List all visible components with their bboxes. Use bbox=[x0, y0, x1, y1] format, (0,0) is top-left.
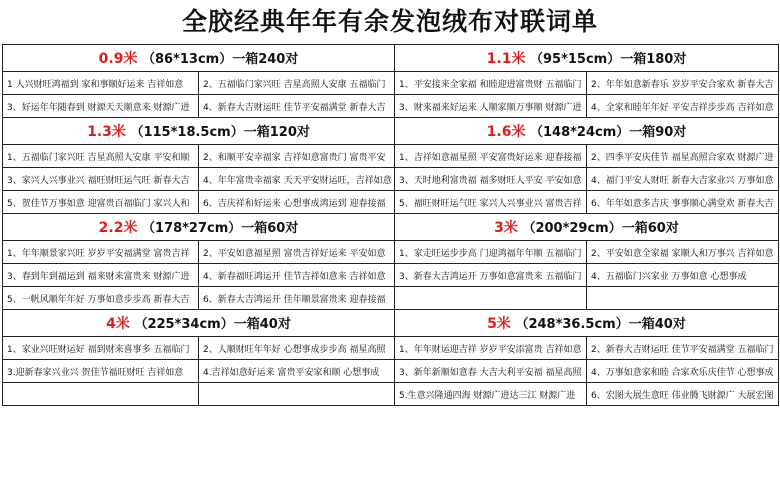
size-spec: （95*15cm）一箱180对 bbox=[529, 52, 687, 67]
couplet-cell: 3.迎新春家兴业兴 贺佳节福旺财旺 吉祥如意 bbox=[3, 360, 199, 383]
couplet-cell: 2、平安如意福星照 富贵吉祥好运来 平安如意 bbox=[199, 241, 395, 264]
couplet-cell: 2、年年如意新春乐 岁岁平安合家欢 新春大吉 bbox=[587, 72, 779, 95]
couplet-cell bbox=[395, 287, 587, 310]
couplet-cell: 1、平安接来全家福 和睦迎进富贵财 五福临门 bbox=[395, 72, 587, 95]
couplet-cell: 1、家业兴旺财运好 福到财来喜事多 五福临门 bbox=[3, 337, 199, 360]
table-row bbox=[3, 95, 779, 118]
couplet-cell: 2、平安如意全家福 家顺人和万事兴 吉祥如意 bbox=[587, 241, 779, 264]
size-label: 2.2米 bbox=[98, 220, 138, 236]
table-row bbox=[3, 360, 779, 383]
size-header-1-3m bbox=[3, 118, 395, 145]
couplet-cell: 5、一帆风顺年年好 万事如意步步高 新春大吉 bbox=[3, 287, 199, 310]
size-label: 5米 bbox=[487, 316, 511, 332]
couplet-cell: 3、天时地利富贵福 福多财旺人平安 平安如意 bbox=[395, 168, 587, 191]
couplet-cell bbox=[199, 383, 395, 406]
couplet-cell: 5、贺佳节万事如意 迎富贵百福临门 家兴人和 bbox=[3, 191, 199, 214]
couplet-cell: 4.吉祥如意好运来 富贵平安家和顺 心想事成 bbox=[199, 360, 395, 383]
couplet-cell: 2、和顺平安幸福家 吉祥如意富贵门 富贵平安 bbox=[199, 145, 395, 168]
couplet-cell: 1、年年财运迎吉祥 岁岁平安添富贵 吉祥如意 bbox=[395, 337, 587, 360]
couplet-cell: 3、财来福来好运来 人顺家顺万事顺 财源广进 bbox=[395, 95, 587, 118]
couplet-table bbox=[2, 44, 779, 406]
couplet-cell: 1、年年顺景家兴旺 岁岁平安福满堂 富贵吉祥 bbox=[3, 241, 199, 264]
couplet-cell: 1、五福临门家兴旺 吉星高照人安康 平安和顺 bbox=[3, 145, 199, 168]
size-header-row bbox=[3, 45, 779, 72]
couplet-cell: 6、新春大吉鸿运开 佳年顺景富贵来 迎春接福 bbox=[199, 287, 395, 310]
size-label: 0.9米 bbox=[98, 51, 138, 67]
size-label: 3米 bbox=[494, 220, 518, 236]
couplet-cell: 1 人兴财旺鸿福到 家和事顺好运来 吉祥如意 bbox=[3, 72, 199, 95]
couplet-cell: 4、年年富贵幸福家 天天平安财运旺，吉祥如意 bbox=[199, 168, 395, 191]
table-row bbox=[3, 264, 779, 287]
couplet-cell: 3、新春大吉鸿运开 万事如意富贵来 五福临门 bbox=[395, 264, 587, 287]
couplet-cell: 5.生意兴隆通四海 财源广进达三江 财源广进 bbox=[395, 383, 587, 406]
couplet-cell: 1、家走旺运步步高 门迎鸿福年年顺 五福临门 bbox=[395, 241, 587, 264]
table-row bbox=[3, 191, 779, 214]
size-header-1-6m bbox=[395, 118, 779, 145]
size-label: 4米 bbox=[106, 316, 130, 332]
size-header-2-2m bbox=[3, 214, 395, 241]
couplet-cell: 4、五福临门兴家业 万事如意 心想事成 bbox=[587, 264, 779, 287]
couplet-cell: 4、新春大吉财运旺 佳节平安福满堂 新春大吉 bbox=[199, 95, 395, 118]
table-row bbox=[3, 72, 779, 95]
size-spec: （86*13cm）一箱240对 bbox=[141, 52, 299, 67]
size-header-row bbox=[3, 214, 779, 241]
table-row bbox=[3, 145, 779, 168]
couplet-cell: 4、全家和睦年年好 平安吉祥步步高 吉祥如意 bbox=[587, 95, 779, 118]
size-header-0-9m bbox=[3, 45, 395, 72]
table-row bbox=[3, 241, 779, 264]
size-header-3m bbox=[395, 214, 779, 241]
size-spec: （225*34cm）一箱40对 bbox=[134, 317, 291, 332]
couplet-cell bbox=[587, 287, 779, 310]
size-label: 1.6米 bbox=[486, 124, 526, 140]
couplet-cell: 4、新春福旺鸿运开 佳节吉祥如意来 吉祥如意 bbox=[199, 264, 395, 287]
size-label: 1.3米 bbox=[87, 124, 126, 140]
couplet-cell: 2、五福临门家兴旺 吉星高照人安康 五福临门 bbox=[199, 72, 395, 95]
size-header-4m bbox=[3, 310, 395, 337]
table-row bbox=[3, 168, 779, 191]
size-header-row bbox=[3, 118, 779, 145]
table-row bbox=[3, 383, 779, 406]
couplet-cell: 6、吉庆祥和好运来 心想事成鸿运到 迎春接福 bbox=[199, 191, 395, 214]
size-spec: （148*24cm）一箱90对 bbox=[529, 125, 687, 140]
size-spec: （115*18.5cm）一箱120对 bbox=[130, 125, 310, 140]
size-header-5m bbox=[395, 310, 779, 337]
page-title: 全胶经典年年有余发泡绒布对联词单 bbox=[181, 7, 598, 36]
couplet-cell bbox=[3, 383, 199, 406]
couplet-cell: 3、好运年年随春到 财源天天顺意来 财源广进 bbox=[3, 95, 199, 118]
couplet-cell: 4、万事如意家和睦 合家欢乐庆佳节 心想事成 bbox=[587, 360, 779, 383]
size-label: 1.1米 bbox=[486, 51, 526, 67]
size-header-1-1m bbox=[395, 45, 779, 72]
couplet-cell: 2、新春大吉财运旺 佳节平安福满堂 五福临门 bbox=[587, 337, 779, 360]
size-spec: （248*36.5cm）一箱40对 bbox=[515, 317, 686, 332]
couplet-cell: 3、春到年到福运到 福来财来富贵来 财源广进 bbox=[3, 264, 199, 287]
couplet-cell: 6、宏图大展生意旺 伟业腾飞财源广 大展宏图 bbox=[587, 383, 779, 406]
couplet-cell: 3、家兴人兴事业兴 福旺财旺运气旺 新春大吉 bbox=[3, 168, 199, 191]
size-header-row bbox=[3, 310, 779, 337]
couplet-cell: 6、年年如意多吉庆 事事顺心满堂欢 新春大吉 bbox=[587, 191, 779, 214]
couplet-cell: 2、四季平安庆佳节 福星高照合家欢 财源广进 bbox=[587, 145, 779, 168]
couplet-cell: 5、福旺财旺运气旺 家兴人兴事业兴 富贵吉祥 bbox=[395, 191, 587, 214]
couplet-cell: 1、吉祥如意福星照 平安富贵好运来 迎春接福 bbox=[395, 145, 587, 168]
couplet-cell: 3、新年新顺如意春 大吉大利平安福 福星高照 bbox=[395, 360, 587, 383]
size-spec: （178*27cm）一箱60对 bbox=[141, 221, 299, 236]
size-spec: （200*29cm）一箱60对 bbox=[522, 221, 679, 236]
table-row bbox=[3, 337, 779, 360]
couplet-cell: 2、人顺财旺年年好 心想事成步步高 福星高照 bbox=[199, 337, 395, 360]
table-row bbox=[3, 287, 779, 310]
couplet-cell: 4、福门平安人财旺 新春大吉家业兴 万事如意 bbox=[587, 168, 779, 191]
